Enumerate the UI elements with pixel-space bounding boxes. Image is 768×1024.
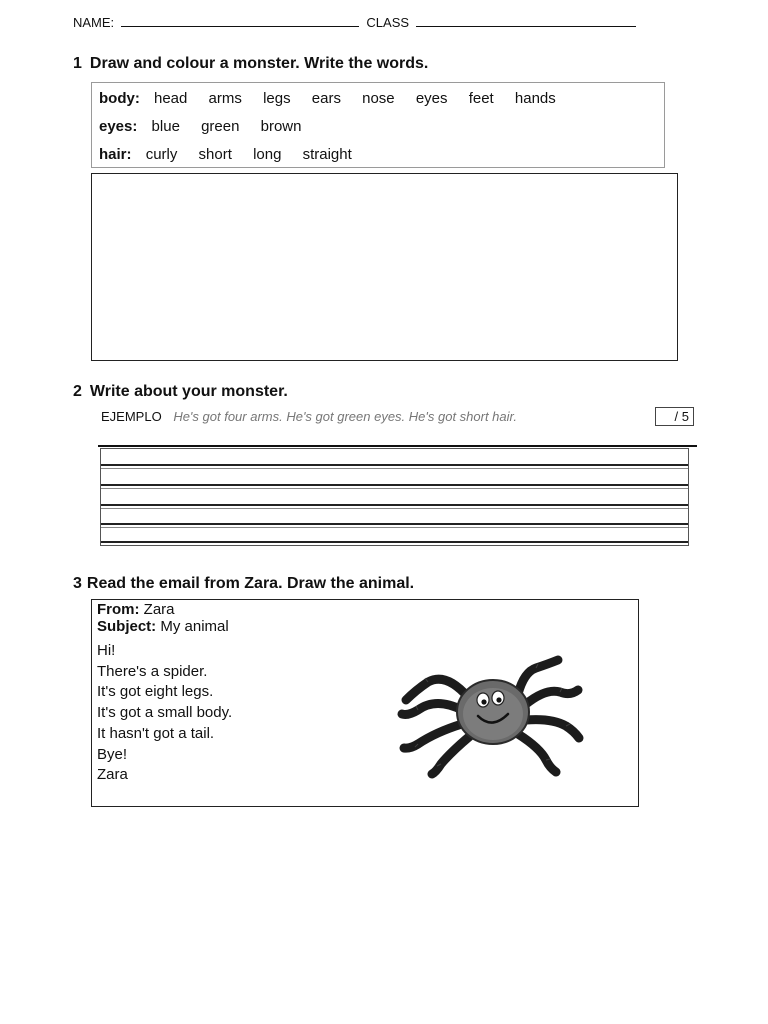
word: brown [260, 118, 302, 135]
writing-top-rule [98, 445, 697, 447]
word-bank-label: body: [99, 90, 140, 107]
email-from [97, 601, 175, 618]
writing-line[interactable] [101, 464, 688, 466]
email-subject-value: My animal [160, 618, 229, 635]
writing-line-guide [101, 488, 688, 489]
email-body-line: It's got a small body. [97, 704, 233, 721]
word: eyes [415, 90, 448, 107]
name-blank[interactable] [121, 15, 359, 27]
writing-line[interactable] [101, 523, 688, 525]
word: head [154, 90, 188, 107]
writing-line[interactable] [101, 484, 688, 486]
email-body-line: It hasn't got a tail. [97, 725, 215, 742]
section2-title-text: Write about your monster. [89, 383, 288, 400]
word: hands [514, 90, 556, 107]
monster-drawing-area[interactable] [91, 173, 678, 361]
email-from-label: From: [97, 601, 140, 618]
example-label: EJEMPLO [101, 409, 162, 424]
section1-number: 1 [73, 55, 82, 72]
section2-title [73, 383, 288, 401]
word-bank [91, 82, 665, 168]
email-body-line: Hi! [97, 642, 116, 659]
email-body-line: It's got eight legs. [97, 683, 214, 700]
section3-title [73, 575, 414, 593]
writing-line-guide [101, 468, 688, 469]
word-bank-label: hair: [99, 146, 132, 163]
word: straight [302, 146, 352, 163]
section1-title-text: Draw and colour a monster. Write the words. [89, 55, 429, 72]
class-label: CLASS [366, 15, 410, 30]
email-subject-label: Subject: [97, 618, 157, 635]
spider-icon [396, 652, 596, 782]
writing-line[interactable] [101, 541, 688, 543]
word: feet [468, 90, 494, 107]
email-body-line: Bye! [97, 746, 128, 763]
example-line [101, 409, 517, 424]
writing-line[interactable] [101, 504, 688, 506]
word: long [253, 146, 282, 163]
example-text: He's got four arms. He's got green eyes. He's got short hair. [173, 409, 517, 424]
word: nose [362, 90, 395, 107]
email-body-line: Zara [97, 766, 128, 783]
section3-title-text: Read the email from Zara. Draw the animal. [86, 575, 415, 592]
class-blank[interactable] [416, 15, 636, 27]
word: green [201, 118, 240, 135]
name-label: NAME: [73, 15, 115, 30]
section1-title [73, 55, 428, 73]
email-subject [97, 618, 229, 635]
writing-lines[interactable] [100, 448, 689, 546]
word: ears [311, 90, 341, 107]
word-bank-row-body [99, 90, 573, 107]
email-body-line: There's a spider. [97, 663, 208, 680]
word: arms [208, 90, 242, 107]
section2-number: 2 [73, 383, 82, 400]
word-bank-row-hair [99, 146, 369, 163]
email-from-value: Zara [143, 601, 175, 618]
word: legs [263, 90, 291, 107]
word: curly [145, 146, 178, 163]
score-box: / 5 [655, 407, 694, 426]
word-bank-row-eyes [99, 118, 318, 135]
word: short [198, 146, 232, 163]
student-header [73, 15, 636, 30]
writing-line-guide [101, 508, 688, 509]
word: blue [151, 118, 180, 135]
word-bank-label: eyes: [99, 118, 138, 135]
section3-number: 3 [73, 575, 82, 592]
writing-line-guide [101, 527, 688, 528]
